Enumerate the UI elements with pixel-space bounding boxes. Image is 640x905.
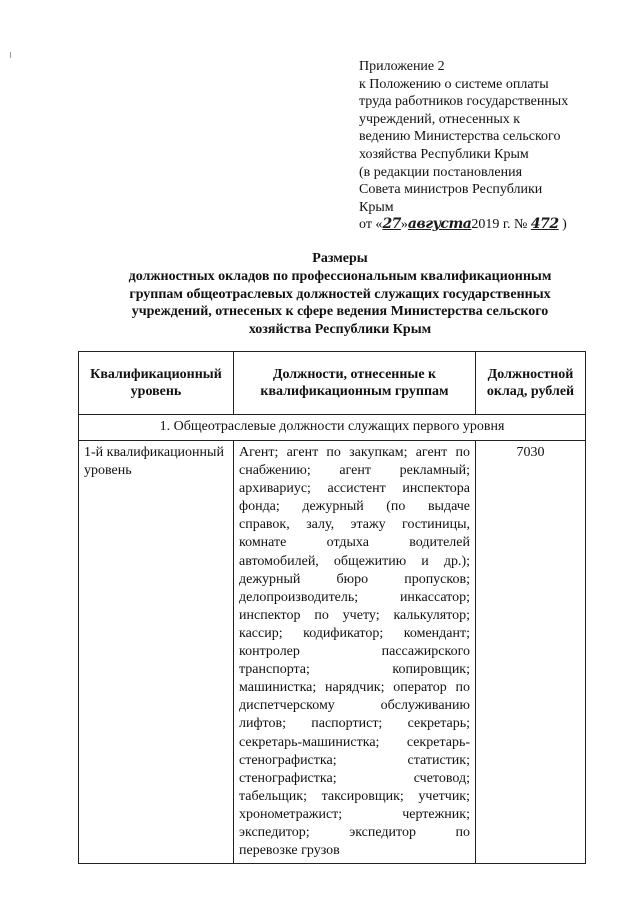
duties-line: справок, залу, этажу гостиницы, xyxy=(239,517,470,533)
duties-line: секретарь-машинистка; секретарь- xyxy=(239,734,470,750)
duties-line: архивариус; ассистент инспектора xyxy=(239,481,470,497)
duties-line: перевозке грузов xyxy=(239,843,340,859)
duties-line: диспетчерскому обслуживанию xyxy=(239,698,470,714)
annex-line: Крым xyxy=(359,199,394,215)
date-sep: » xyxy=(400,217,408,233)
title-line: должностных окладов по профессиональным квалификационным xyxy=(128,268,552,284)
duties-line: экспедитор; экспедитор по xyxy=(239,824,470,840)
table-header-row xyxy=(79,352,586,415)
section-row xyxy=(79,415,586,441)
annex-line: ведению Министерства сельского xyxy=(359,129,561,145)
title-line: хозяйства Республики Крым xyxy=(248,322,432,338)
duties-line: машинистка; нарядчик; оператор по xyxy=(239,680,470,696)
duties-line: стенографистка; статистик; xyxy=(239,752,470,768)
duties-line: кассир; кодификатор; комендант; xyxy=(239,625,470,641)
header-salary: Должностной оклад, рублей xyxy=(476,352,586,415)
date-prefix: от « xyxy=(359,217,383,233)
duties-line: делопроизводитель; инкассатор; xyxy=(239,589,470,605)
duties-line: хронометражист; чертежник; xyxy=(239,806,470,822)
duties-line: фонда; дежурный (по выдаче xyxy=(239,499,470,515)
header-duties: Должности, отнесенные к квалификационным группам xyxy=(234,352,476,415)
handwritten-day: 27 xyxy=(382,216,401,233)
title-line: учреждений, отнесеных к сфере ведения Министерства сельского xyxy=(131,304,549,320)
duties-line: комнате отдыха водителей xyxy=(239,535,470,551)
duties-line: дежурный бюро пропусков; xyxy=(239,571,470,587)
annex-line: (в редакции постановления xyxy=(359,164,523,180)
title-line: Размеры xyxy=(312,251,368,266)
duties-line: стенографистка; счетовод; xyxy=(239,770,470,786)
duties-line: транспорта; копировщик; xyxy=(239,662,470,678)
duties-line: снабжению; агент рекламный; xyxy=(239,463,470,479)
scan-mark xyxy=(10,52,11,58)
duties-line: лифтов; паспортист; секретарь; xyxy=(239,716,470,732)
table-row xyxy=(79,441,586,864)
date-suffix: ) xyxy=(562,217,567,233)
annex-line: Приложение 2 xyxy=(359,59,445,74)
date-year: 2019 г. № xyxy=(471,217,528,233)
section-title: 1. Общеотраслевые должности служащих первого уровня xyxy=(79,415,586,441)
annex-line: труда работников государственных xyxy=(359,94,569,110)
salary-cell: 7030 xyxy=(476,441,586,864)
document-title xyxy=(90,250,590,339)
handwritten-number: 472 xyxy=(530,216,559,233)
duties-line: Агент; агент по закупкам; агент по xyxy=(239,445,470,460)
annex-line: к Положению о системе оплаты xyxy=(359,76,549,92)
annex-line: Совета министров Республики xyxy=(359,182,543,198)
duties-line: инспектор по учету; калькулятор; xyxy=(239,607,470,623)
duties-line: автомобилей, общежитию и др.); xyxy=(239,553,470,569)
level-cell: 1-й квалификационный уровень xyxy=(79,441,234,864)
header-level: Квалификационный уровень xyxy=(79,352,234,415)
duties-line: контролер пассажирского xyxy=(239,644,470,660)
salary-table xyxy=(78,351,586,864)
title-line: группам общеотраслевых должностей служащих государственных xyxy=(129,286,551,302)
annex-line: учреждений, отнесенных к xyxy=(359,111,521,127)
duties-line: табельщик; таксировщик; учетчик; xyxy=(239,788,470,804)
handwritten-month: августа xyxy=(407,216,472,233)
annex-date-line xyxy=(359,216,599,234)
annex-line: хозяйства Республики Крым xyxy=(359,146,529,162)
duties-cell xyxy=(234,441,476,864)
annex-block xyxy=(359,58,599,234)
